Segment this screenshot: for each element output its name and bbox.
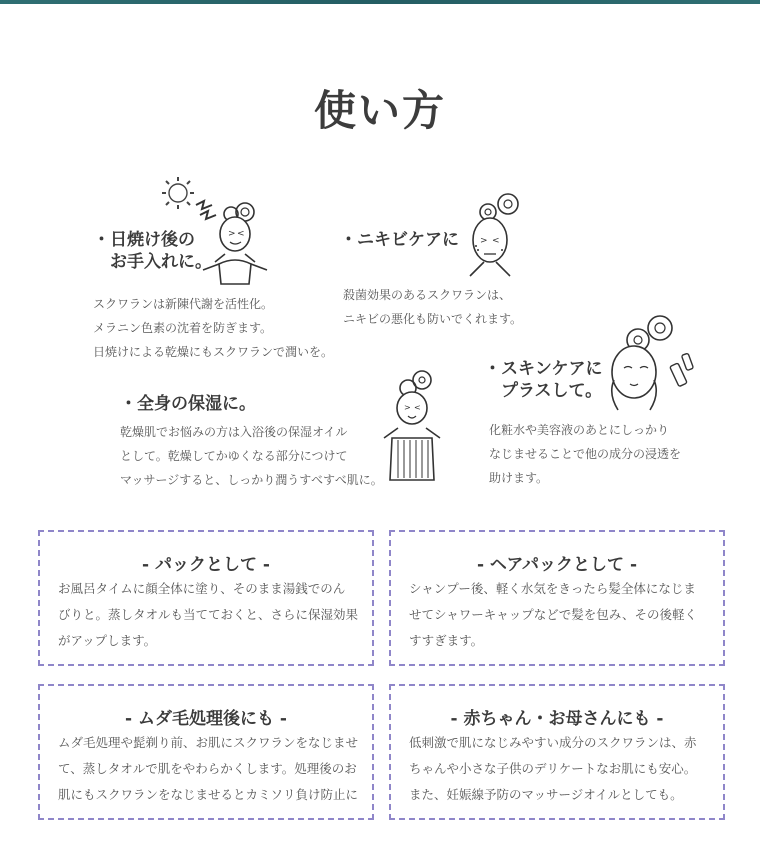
box-baby-mother-title: - 赤ちゃん・お母さんにも - bbox=[450, 709, 664, 729]
svg-text:<: < bbox=[237, 229, 245, 239]
box-baby-mother bbox=[389, 684, 725, 820]
acne-girl-icon bbox=[462, 188, 532, 280]
box-hair-pack bbox=[389, 530, 725, 666]
box-baby-mother-text: 低刺激で肌になじみやすい成分のスクワランは、赤 ちゃんや小さな子供のデリケートなお肌にも安心。 また、妊娠線予防のマッサージオイルとしても。 bbox=[409, 735, 697, 802]
box-hair-removal-title: - ムダ毛処理後にも - bbox=[125, 709, 287, 729]
svg-text:>: > bbox=[404, 403, 411, 412]
skincare-girl-icon bbox=[604, 310, 700, 414]
scene-skincare-text: 化粧水や美容液のあとにしっかり なじませることで他の成分の浸透を 助けます。 bbox=[489, 423, 682, 485]
scene-acne-text: 殺菌効果のあるスクワランは、 ニキビの悪化も防いでくれます。 bbox=[343, 288, 523, 326]
box-hair-removal bbox=[38, 684, 374, 820]
box-hair-removal-text: ムダ毛処理や髭剃り前、お肌にスクワランをなじませ て、蒸しタオルで肌をやわらかくします。処理後のお 肌にもスクワランをなじませるとカミソリ負け防止に bbox=[58, 735, 359, 802]
page-title: 使い方 bbox=[313, 86, 446, 135]
box-pack bbox=[38, 530, 374, 666]
box-pack-title: - パックとして - bbox=[142, 555, 270, 575]
scene-acne-heading: ・ニキビケアに bbox=[340, 230, 459, 250]
scene-skincare-heading: ・スキンケアに プラスして。 bbox=[484, 359, 603, 401]
scene-sunburn-text: スクワランは新陳代謝を活性化。 メラニン色素の沈着を防ぎます。 日焼けによる乾燥にもスクワランで潤いを。 bbox=[93, 297, 334, 359]
top-accent-bar bbox=[0, 0, 760, 4]
box-hair-pack-title: - ヘアパックとして - bbox=[476, 555, 638, 575]
scene-body-heading: ・全身の保湿に。 bbox=[120, 394, 256, 414]
svg-text:<: < bbox=[492, 236, 500, 246]
scene-sunburn-heading: ・日焼け後の お手入れに。 bbox=[93, 230, 212, 272]
box-hair-pack-text: シャンプー後、軽く水気をきったら髪全体になじま せてシャワーキャップなどで髪を包み、その後軽く すすぎます。 bbox=[409, 581, 698, 648]
svg-text:>: > bbox=[228, 229, 236, 239]
box-pack-text: お風呂タイムに顔全体に塗り、そのまま湯銭でのん びりと。蒸しタオルも当てておくと、さらに保湿効果 がアップします。 bbox=[58, 581, 359, 648]
svg-text:<: < bbox=[414, 403, 421, 412]
svg-text:>: > bbox=[480, 236, 488, 246]
scene-body-text: 乾燥肌でお悩みの方は入浴後の保湿オイル として。乾燥してかゆくなる部分につけて マッサージすると、しっかり潤うすべすべ肌に。 bbox=[120, 425, 383, 487]
